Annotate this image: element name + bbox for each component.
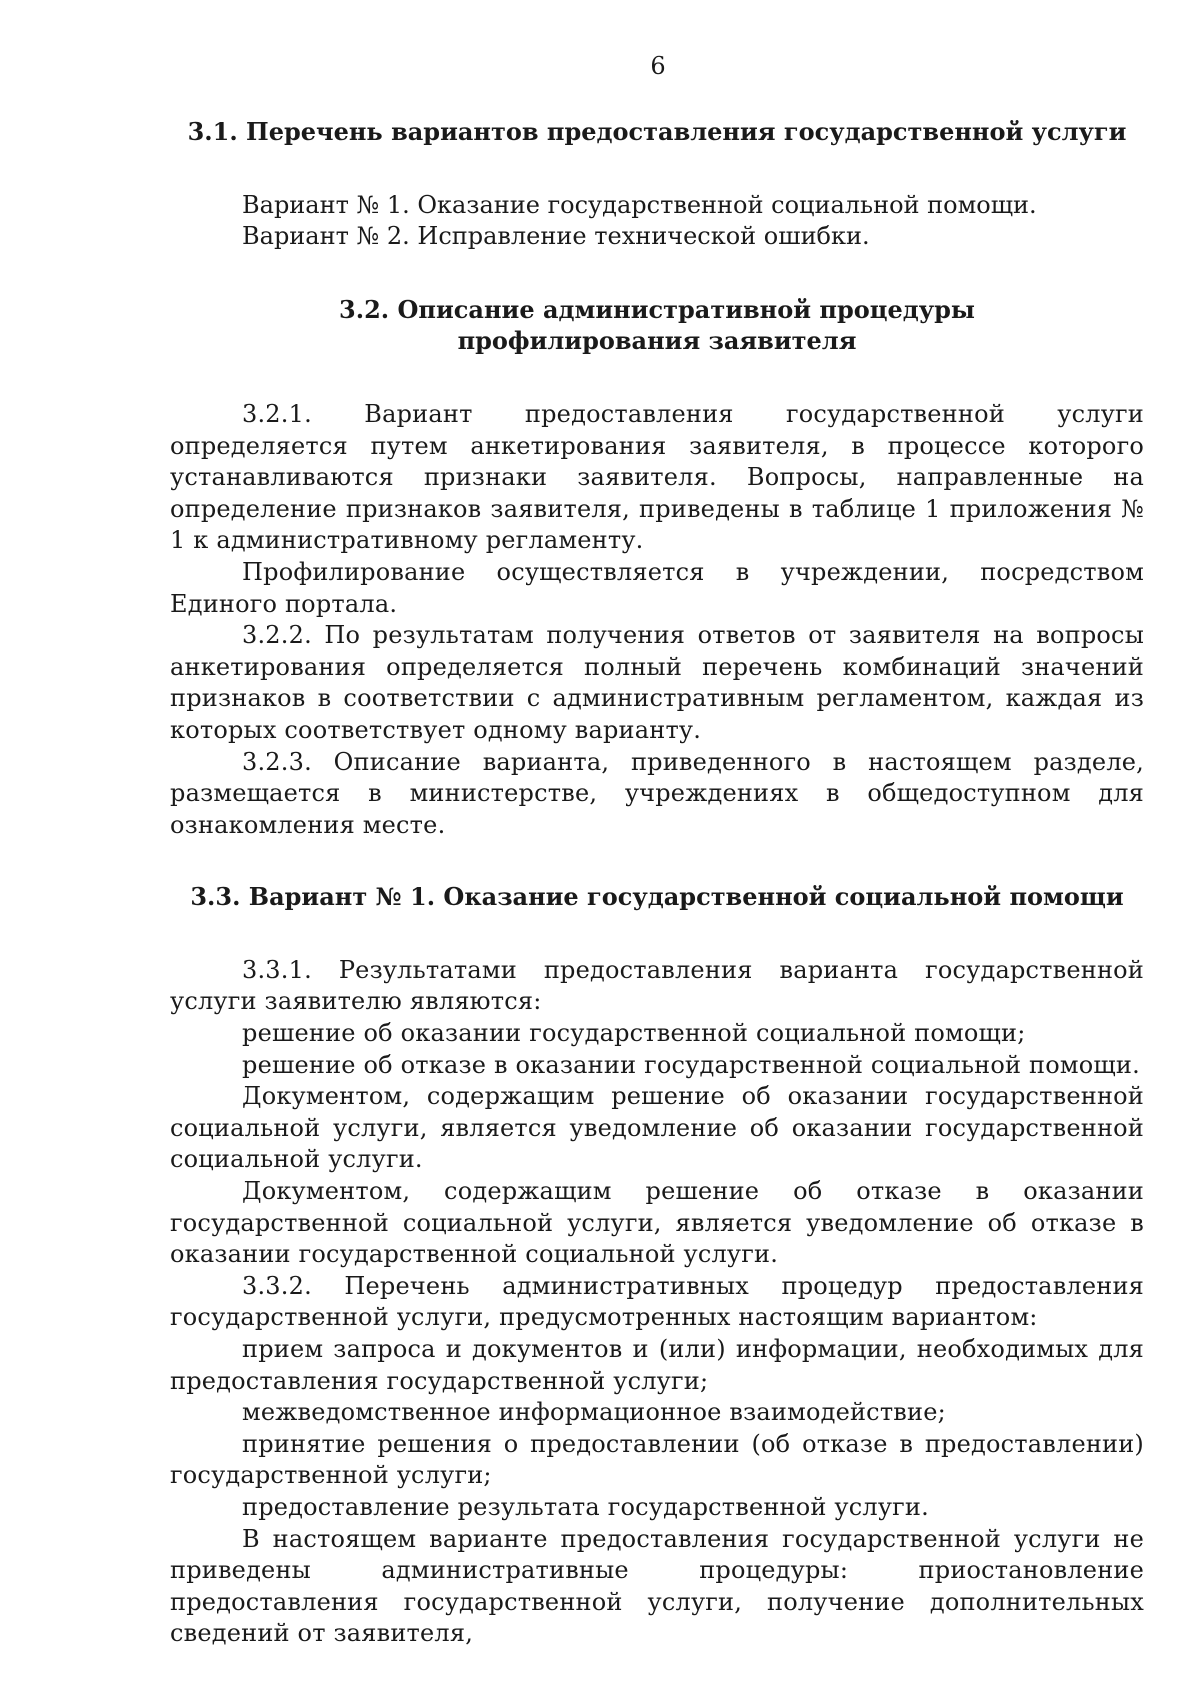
paragraph-approval-document: Документом, содержащим решение об оказании государственной социальной услуги, является уведомление об оказании государственной социальной услуги. bbox=[170, 1082, 1144, 1174]
paragraph-3-3-2: 3.3.2. Перечень административных процедур предоставления государственной услуги, предусмотренных настоящим вариантом: bbox=[170, 1271, 1144, 1332]
page-content bbox=[170, 116, 1144, 1650]
page-number: 6 bbox=[650, 52, 666, 80]
paragraph-excluded-procedures: В настоящем варианте предоставления государственной услуги не приведены административные процедуры: приостановление предоставления государственной услуги, получение дополнительных сведений от заявителя, bbox=[170, 1524, 1144, 1648]
section-3-1-heading: 3.1. Перечень вариантов предоставления государственной услуги bbox=[187, 117, 1127, 146]
section-3-3-heading: 3.3. Вариант № 1. Оказание государственной социальной помощи bbox=[190, 882, 1124, 912]
procedure-item-request-intake: прием запроса и документов и (или) информации, необходимых для предоставления государственной услуги; bbox=[170, 1335, 1144, 1395]
paragraph-3-2-1: 3.2.1. Вариант предоставления государственной услуги определяется путем анкетирования заявителя, в процессе которого устанавливаются признаки заявителя. Вопросы, направленные на определение признаков заявителя, приведены в таблице 1 приложения № 1 к административному регламенту. bbox=[170, 399, 1144, 555]
procedure-item-result-delivery: предоставление результата государственной услуги. bbox=[242, 1492, 929, 1521]
section-3-2-heading-line-1: 3.2. Описание административной процедуры bbox=[339, 294, 975, 324]
result-item-refusal: решение об отказе в оказании государственной социальной помощи. bbox=[242, 1050, 1140, 1079]
procedure-item-decision: принятие решения о предоставлении (об отказе в предоставлении) государственной услуги; bbox=[170, 1429, 1144, 1490]
result-item-approval: решение об оказании государственной социальной помощи; bbox=[242, 1019, 1026, 1048]
variant-1-line: Вариант № 1. Оказание государственной социальной помощи. bbox=[242, 190, 1037, 219]
section-3-2-heading-line-2: профилирования заявителя bbox=[457, 326, 857, 356]
paragraph-3-3-1: 3.3.1. Результатами предоставления варианта государственной услуги заявителю являются: bbox=[170, 955, 1144, 1016]
paragraph-profiling: Профилирование осуществляется в учреждении, посредством Единого портала. bbox=[170, 557, 1144, 618]
procedure-item-interagency: межведомственное информационное взаимодействие; bbox=[242, 1398, 946, 1427]
paragraph-3-2-2: 3.2.2. По результатам получения ответов от заявителя на вопросы анкетирования определяется полный перечень комбинаций значений признаков в соответствии с административным регламентом, каждая из которых соответствует одному варианту. bbox=[170, 621, 1144, 744]
paragraph-3-2-3: 3.2.3. Описание варианта, приведенного в настоящем разделе, размещается в министерстве, учреждениях в общедоступном для ознакомления месте. bbox=[170, 747, 1144, 839]
variant-2-line: Вариант № 2. Исправление технической ошибки. bbox=[242, 222, 870, 251]
paragraph-refusal-document: Документом, содержащим решение об отказе в оказании государственной социальной услуги, является уведомление об отказе в оказании государственной социальной услуги. bbox=[170, 1177, 1144, 1269]
